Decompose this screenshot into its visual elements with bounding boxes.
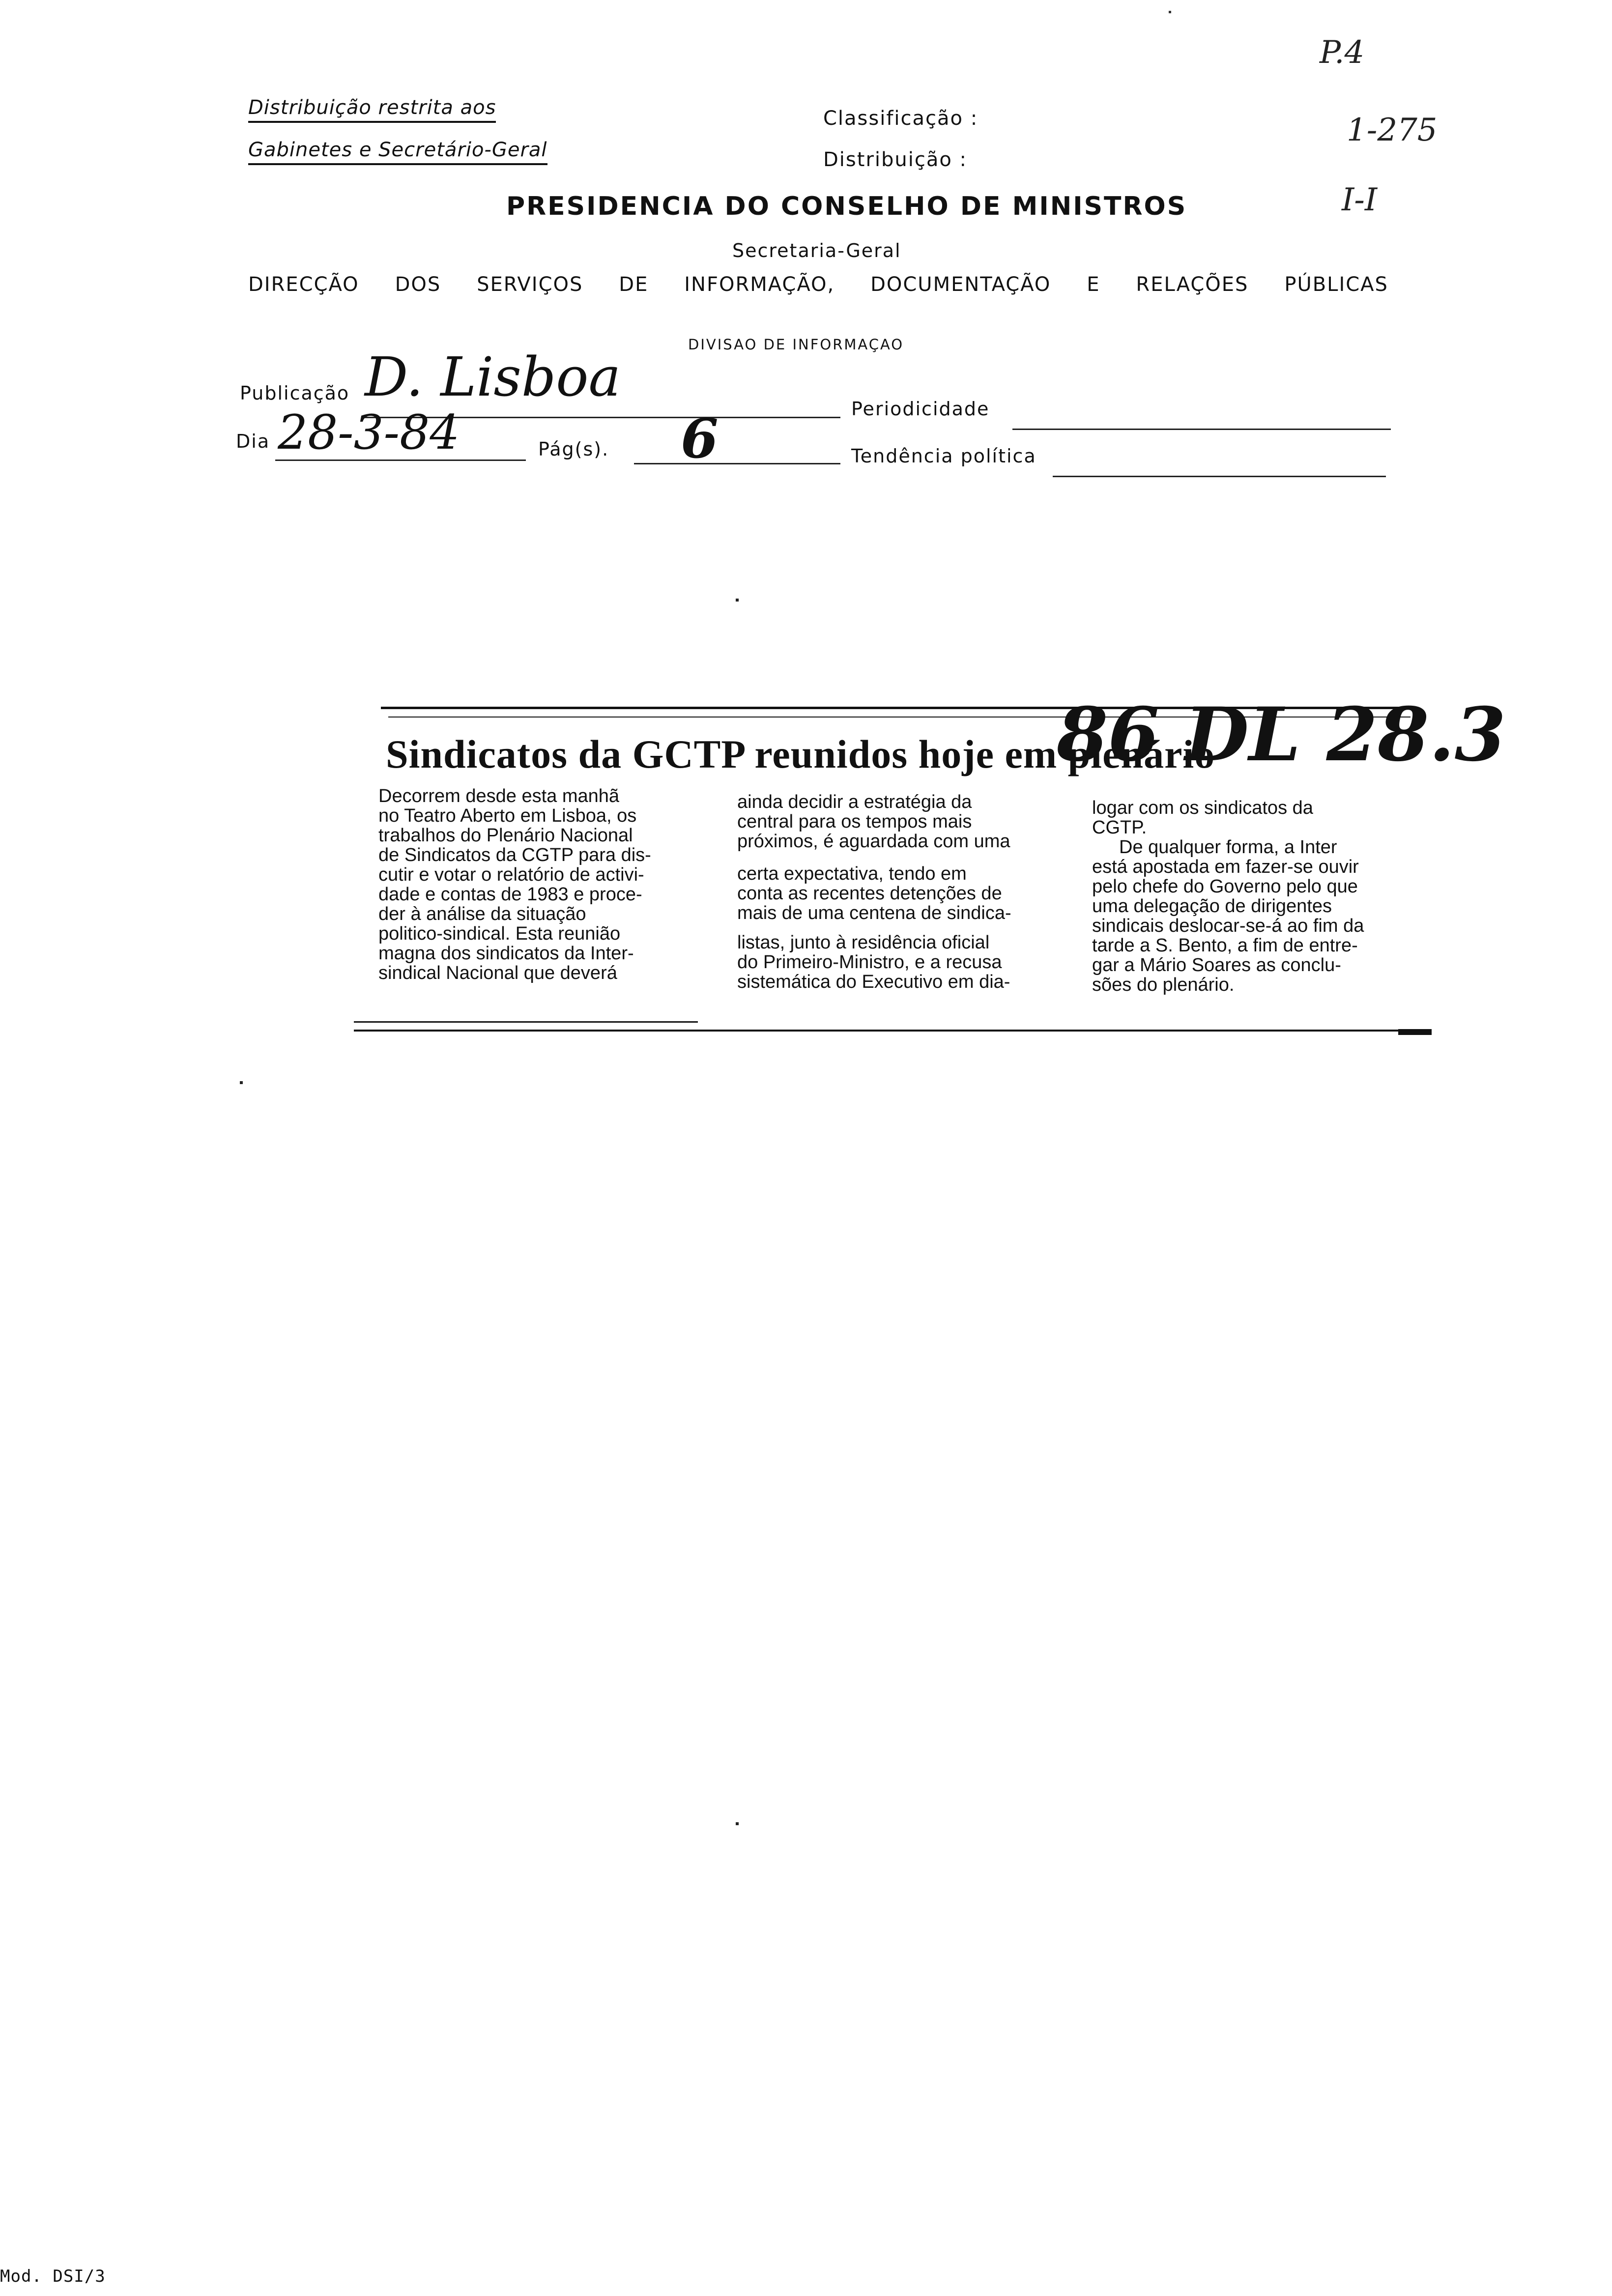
article-line: CGTP.	[1092, 817, 1147, 838]
article-line: trabalhos do Plenário Nacional	[378, 825, 633, 846]
article-line: de Sindicatos da CGTP para dis-	[378, 845, 651, 865]
tendencia-label: Tendência política	[851, 445, 1036, 467]
direccao-word: SERVIÇOS	[477, 273, 583, 296]
direccao-word: DIRECÇÃO	[248, 273, 359, 296]
article-line: magna dos sindicatos da Inter-	[378, 943, 634, 964]
margin-note-2: 1-275	[1347, 112, 1438, 148]
clipping-column-2	[737, 792, 1062, 992]
article-line: sões do plenário.	[1092, 975, 1235, 995]
speck	[1169, 11, 1171, 13]
clipping-bottom-rule-1	[354, 1021, 698, 1023]
speck	[736, 1822, 739, 1825]
tendencia-line	[1053, 476, 1386, 477]
article-line: está apostada em fazer-se ouvir	[1092, 857, 1359, 877]
pags-value: 6	[681, 407, 719, 470]
form-code: Mod. DSI/3	[0, 2267, 106, 2286]
speck	[240, 1081, 243, 1084]
article-line: gar a Mário Soares as conclu-	[1092, 955, 1341, 976]
article-line: mais de uma centena de sindica-	[737, 903, 1011, 923]
article-line: politico-sindical. Esta reunião	[378, 923, 621, 944]
classificacao-label: Classificação :	[823, 107, 979, 130]
direccao-word: DOCUMENTAÇÃO	[870, 273, 1051, 296]
dia-value: 28-3-84	[278, 405, 460, 460]
margin-note-3: I-I	[1342, 182, 1378, 218]
direccao-heading	[248, 273, 1388, 296]
pags-label: Pág(s).	[538, 438, 609, 460]
article-line: uma delegação de dirigentes	[1092, 896, 1332, 917]
direccao-word: DE	[619, 273, 649, 296]
direccao-word: RELAÇÕES	[1136, 273, 1249, 296]
article-line: listas, junto à residência oficial	[737, 932, 990, 953]
direccao-word: PÚBLICAS	[1284, 273, 1388, 296]
article-line: sindicais deslocar-se-á ao fim da	[1092, 916, 1364, 936]
article-line: cutir e votar o relatório de activi-	[378, 864, 644, 885]
publicacao-value: D. Lisboa	[365, 345, 621, 408]
clipping-column-3	[1092, 798, 1416, 995]
distribution-note-line2: Gabinetes e Secretário-Geral	[248, 139, 547, 165]
clipping-corner-mark	[1398, 1029, 1432, 1035]
article-line: do Primeiro-Ministro, e a recusa	[737, 952, 1002, 973]
article-line: tarde a S. Bento, a fim de entre-	[1092, 935, 1358, 956]
article-line: certa expectativa, tendo em	[737, 863, 967, 884]
periodicidade-line	[1012, 429, 1391, 430]
publicacao-label: Publicação	[240, 382, 350, 404]
article-line: sindical Nacional que deverá	[378, 963, 617, 983]
clipping-bottom-rule-2	[354, 1030, 1430, 1032]
dia-line	[275, 459, 526, 461]
article-line: ainda decidir a estratégia da	[737, 792, 972, 812]
article-line: no Teatro Aberto em Lisboa, os	[378, 805, 637, 826]
clipping-column-1	[378, 786, 698, 983]
article-line: logar com os sindicatos da	[1092, 798, 1313, 818]
periodicidade-label: Periodicidade	[851, 398, 990, 420]
clipping-headline: Sindicatos da GCTP reunidos hoje em plenário	[386, 732, 1215, 776]
ministry-heading: PRESIDENCIA DO CONSELHO DE MINISTROS	[506, 192, 1187, 221]
article-line: central para os tempos mais	[737, 811, 972, 832]
article-line: der à análise da situação	[378, 904, 586, 924]
clipping-handwritten-annotation: 86 DL 28.3	[1057, 691, 1506, 778]
speck	[736, 599, 739, 602]
direccao-word: E	[1087, 273, 1100, 296]
article-line: próximos, é aguardada com uma	[737, 831, 1010, 852]
article-line: De qualquer forma, a Inter	[1119, 837, 1337, 858]
distribuicao-label: Distribuição :	[823, 148, 968, 171]
divisao-heading: DIVISAO DE INFORMAÇAO	[688, 336, 904, 353]
dia-label: Dia	[236, 430, 270, 452]
article-line: conta as recentes detenções de	[737, 883, 1002, 904]
article-line: pelo chefe do Governo pelo que	[1092, 876, 1358, 897]
margin-note-1: P.4	[1320, 34, 1365, 71]
direccao-word: INFORMAÇÃO,	[684, 273, 835, 296]
secretaria-geral: Secretaria-Geral	[732, 240, 901, 261]
article-line: dade e contas de 1983 e proce-	[378, 884, 642, 905]
article-line: Decorrem desde esta manhã	[378, 786, 620, 806]
distribution-note-line1: Distribuição restrita aos	[248, 96, 496, 123]
direccao-word: DOS	[395, 273, 441, 296]
article-line: sistemática do Executivo em dia-	[737, 972, 1010, 992]
pags-line	[634, 463, 840, 464]
